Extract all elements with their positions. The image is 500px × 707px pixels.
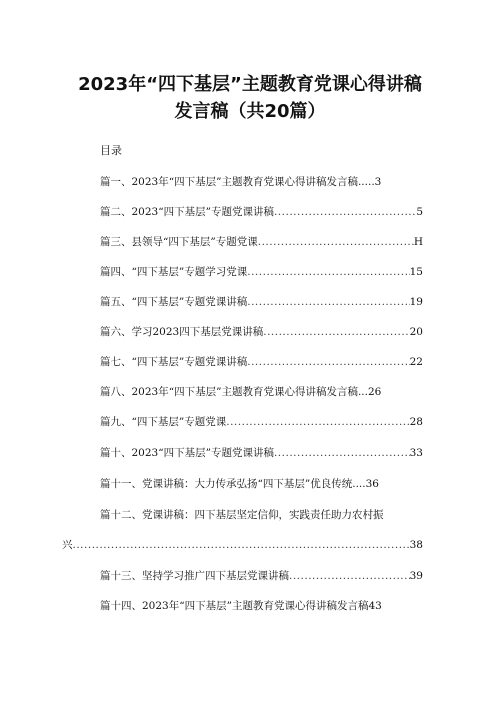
document-title-line-2: 发言稿（共20篇） <box>174 101 326 122</box>
toc-entry[interactable]: 篇五、“四下基层”专题党课讲稿 ..... 19 <box>100 295 423 309</box>
document-title-line-1: 2023年“四下基层”主题教育党课心得讲稿 <box>78 74 422 95</box>
dot-leader <box>247 265 409 279</box>
dot-leader <box>274 205 416 219</box>
dot-leader <box>274 446 410 460</box>
toc-entry[interactable]: 篇九、“四下基层”专题党课 ..... 28 <box>100 415 423 429</box>
toc-entry[interactable]: 篇十三、坚持学习推广四下基层党课讲稿 ..... 39 <box>100 569 423 583</box>
toc-entry[interactable]: 篇七、“四下基层”专题党课讲稿 ..... 22 <box>100 355 423 369</box>
toc-entry[interactable]: 篇十、2023“四下基层”专题党课讲稿 ..... 33 <box>100 446 423 460</box>
toc-entry-continuation[interactable]: 兴 ..... 38 <box>62 538 423 552</box>
toc-entry[interactable]: 篇三、县领导“四下基层”专题党课 ..... H <box>100 235 423 249</box>
toc-entry[interactable]: 篇十二、党课讲稿：四下基层坚定信仰，实践责任助力农村振 <box>100 509 384 521</box>
toc-entry[interactable]: 篇一、2023年“四下基层”主题教育党课心得讲稿发言稿 ..... 3 <box>100 176 382 188</box>
dot-leader <box>258 235 414 249</box>
toc-entry[interactable]: 篇四、“四下基层”专题学习党课 ..... 15 <box>100 265 423 279</box>
dot-leader <box>73 538 410 552</box>
toc-entry[interactable]: 篇十一、党课讲稿：大力传承弘扬“四下基层”优良传统 .... 36 <box>100 478 379 490</box>
toc-entry[interactable]: 篇二、2023“四下基层”专题党课讲稿 ..... 5 <box>100 205 423 219</box>
dot-leader <box>226 415 409 429</box>
dot-leader <box>247 355 409 369</box>
toc-heading: 目录 <box>100 144 122 157</box>
dot-leader <box>247 295 409 309</box>
toc-entry[interactable]: 篇六、学习2023四下基层党课讲稿 ..... 20 <box>100 325 423 339</box>
dot-leader <box>289 569 410 583</box>
toc-entry[interactable]: 篇十四、2023年“四下基层”主题教育党课心得讲稿发言稿 43 <box>100 600 382 612</box>
toc-entry[interactable]: 篇八、2023年“四下基层”主题教育党课心得讲稿发言稿 ... 26 <box>100 386 382 398</box>
dot-leader <box>263 325 409 339</box>
